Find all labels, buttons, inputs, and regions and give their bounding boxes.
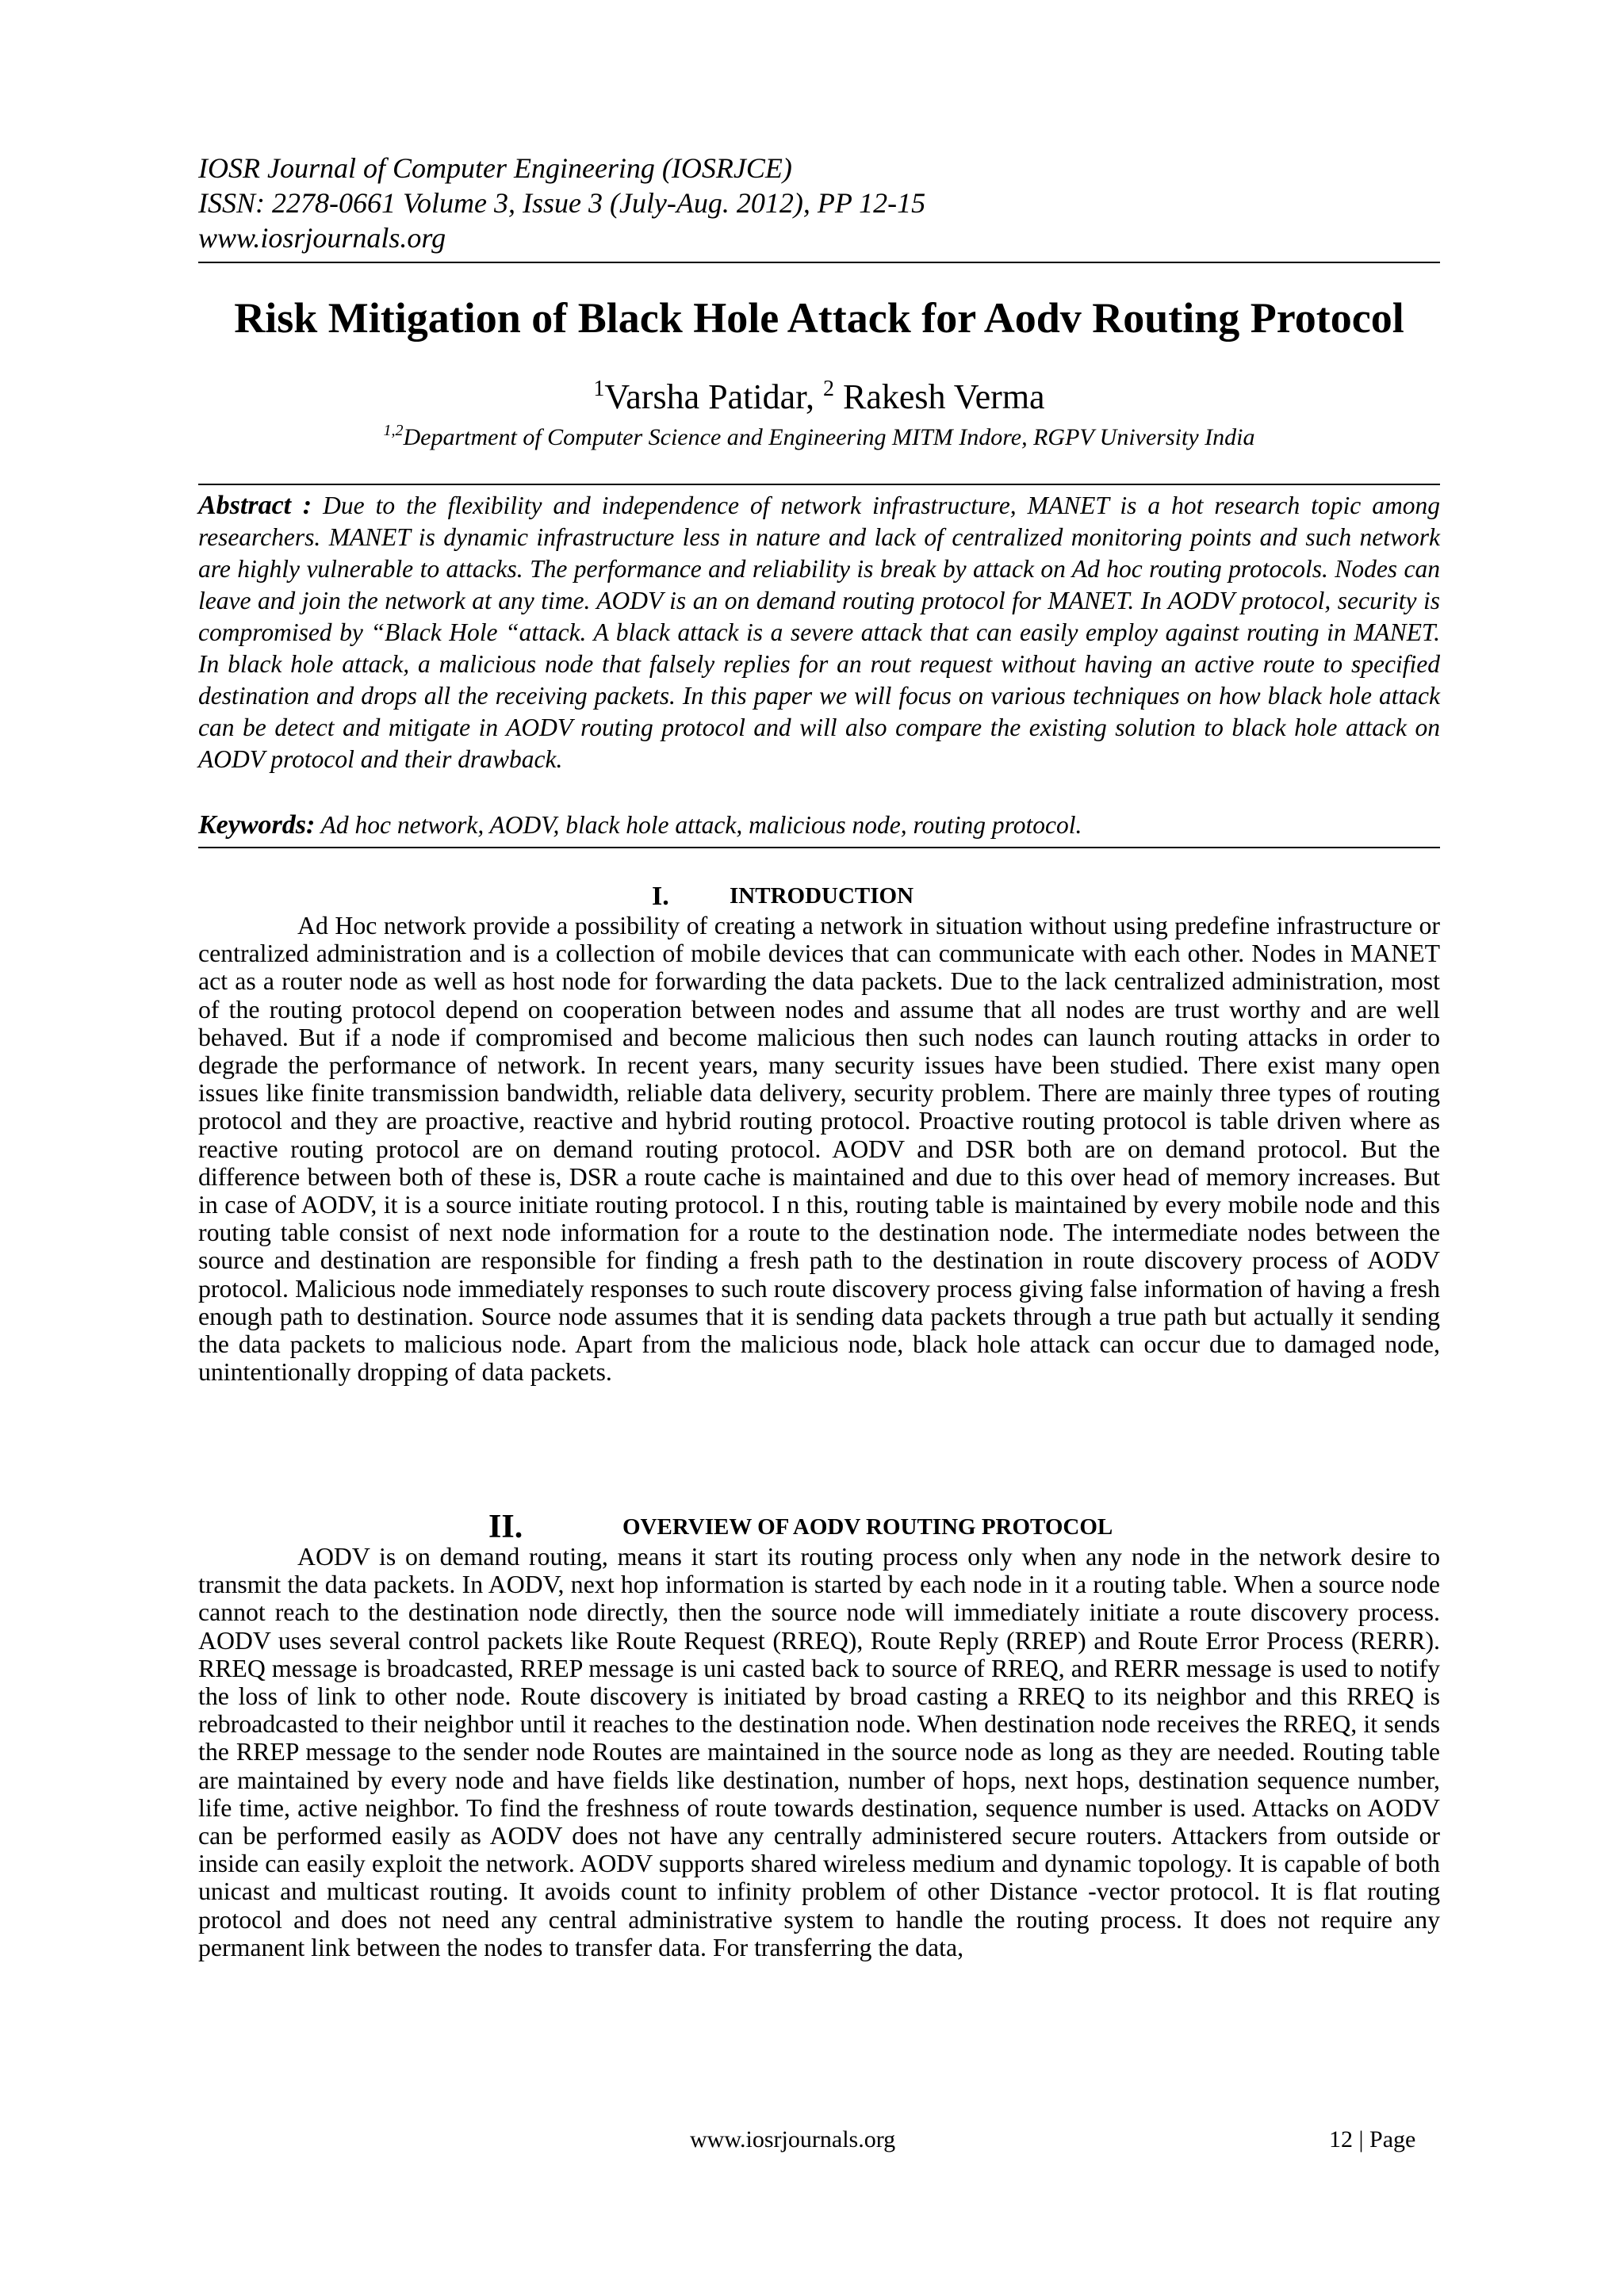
affiliation-text: Department of Computer Science and Engineering MITM Indore, RGPV University India <box>403 424 1255 450</box>
abstract <box>198 490 1440 775</box>
abstract-bottom-divider <box>198 847 1440 848</box>
author-line <box>198 376 1440 419</box>
affiliation-line <box>198 422 1440 453</box>
author1-name: Varsha Patidar, <box>604 377 815 416</box>
paper-title: Risk Mitigation of Black Hole Attack for Aodv Routing Protocol <box>234 294 1404 342</box>
header-divider <box>198 262 1440 263</box>
author2-superscript: 2 <box>823 377 835 401</box>
journal-issn: ISSN: 2278-0661 Volume 3, Issue 3 (July-Aug. 2012), PP 12-15 <box>198 187 926 219</box>
section-number: I. <box>652 882 669 911</box>
journal-header <box>198 151 1440 255</box>
section-title: INTRODUCTION <box>730 883 914 909</box>
introduction-paragraph: Ad Hoc network provide a possibility of creating a network in situation without using predefine infrastructure or centralized administration and is a collection of mobile devices that can communicate with each other. Nodes in MANET act as a router node as well as host node for forwarding the data packets. Due to the lack centralized administration, most of the routing protocol depend on cooperation between nodes and assume that all nodes are trust worthy and are well behaved. But if a node if compromised and become malicious then such nodes can launch routing attacks in order to degrade the performance of network. In recent years, many security issues have been studied. There exist many open issues like finite transmission bandwidth, reliable data delivery, security problem. There are mainly three types of routing protocol and they are proactive, reactive and hybrid routing protocol. Proactive routing protocol is table driven where as reactive routing protocol are on demand routing protocol. AODV and DSR both are on demand protocol. But the difference between both of these is, DSR a route cache is maintained and due to this over head of memory increases. But in case of AODV, it is a source initiate routing protocol. I n this, routing table is maintained by every mobile node and this routing table consist of next node information for a route to the destination node. The intermediate nodes between the source and destination are responsible for finding a fresh path to the destination in route discovery process of AODV protocol. Malicious node immediately responses to such route discovery process giving false information of having a fresh enough path to destination. Source node assumes that it is sending data packets through a true path but actually it sending the data packets to malicious node. Apart from the malicious node, black hole attack can occur due to damaged node, unintentionally dropping of data packets. <box>198 912 1440 1387</box>
keywords-text: Ad hoc network, AODV, black hole attack, malicious node, routing protocol. <box>320 811 1082 839</box>
aodv-overview-paragraph: AODV is on demand routing, means it start its routing process only when any node in the network desire to transmit the data packets. In AODV, next hop information is started by each node in it a routing table. When a source node cannot reach to the destination node directly, then the source node will immediately initiate a route discovery process. AODV uses several control packets like Route Request (RREQ), Route Reply (RREP) and Route Error Process (RERR). RREQ message is broadcasted, RREP message is uni casted back to source of RREQ, and RERR message is used to notify the loss of link to other node. Route discovery is initiated by broad casting a RREQ to its neighbor and this RREQ is rebroadcasted to their neighbor until it reaches to the destination node. When destination node receives the RREQ, it sends the RREP message to the sender node Routes are maintained in the source node as long as they are needed. Routing table are maintained by every node and have fields like destination, number of hops, next hops, destination sequence number, life time, active neighbor. To find the freshness of route towards destination, sequence number is used. Attacks on AODV can be performed easily as AODV does not have any centrally administered secure routers. Attackers from outside or inside can easily exploit the network. AODV supports shared wireless medium and dynamic topology. It is capable of both unicast and multicast routing. It avoids count to infinity problem of other Distance -vector protocol. It is flat routing protocol and does not need any central administrative system to handle the routing process. It does not require any permanent link between the nodes to transfer data. For transferring the data, <box>198 1543 1440 1961</box>
section-number: II. <box>488 1509 523 1545</box>
journal-website: www.iosrjournals.org <box>198 222 446 254</box>
keywords-label: Keywords: <box>198 810 316 840</box>
abstract-top-divider <box>198 484 1440 485</box>
author2-name: Rakesh Verma <box>843 377 1045 416</box>
journal-name: IOSR Journal of Computer Engineering (IOSRJCE) <box>198 152 792 184</box>
footer-website: www.iosrjournals.org <box>690 2126 896 2152</box>
affiliation-superscript: 1,2 <box>383 422 404 439</box>
footer-page-number: 12 | Page <box>1329 2126 1416 2152</box>
section-title: OVERVIEW OF AODV ROUTING PROTOCOL <box>622 1514 1113 1540</box>
abstract-label: Abstract : <box>198 491 312 520</box>
abstract-text: Due to the flexibility and independence of network infrastructure, MANET is a hot research topic among researchers. MANET is dynamic infrastructure less in nature and lack of centralized monitoring points and such network are highly vulnerable to attacks. The performance and reliability is break by attack on Ad hoc routing protocols. Nodes can leave and join the network at any time. AODV is an on demand routing protocol for MANET. In AODV protocol, security is compromised by “Black Hole “attack. A black attack is a severe attack that can easily employ against routing in MANET. In black hole attack, a malicious node that falsely replies for an rout request without having an active route to specified destination and drops all the receiving packets. In this paper we will focus on various techniques on how black hole attack can be detect and mitigate in AODV routing protocol and will also compare the existing solution to black hole attack on AODV protocol and their drawback. <box>198 492 1440 773</box>
author1-superscript: 1 <box>593 377 605 401</box>
keywords <box>198 809 1440 842</box>
